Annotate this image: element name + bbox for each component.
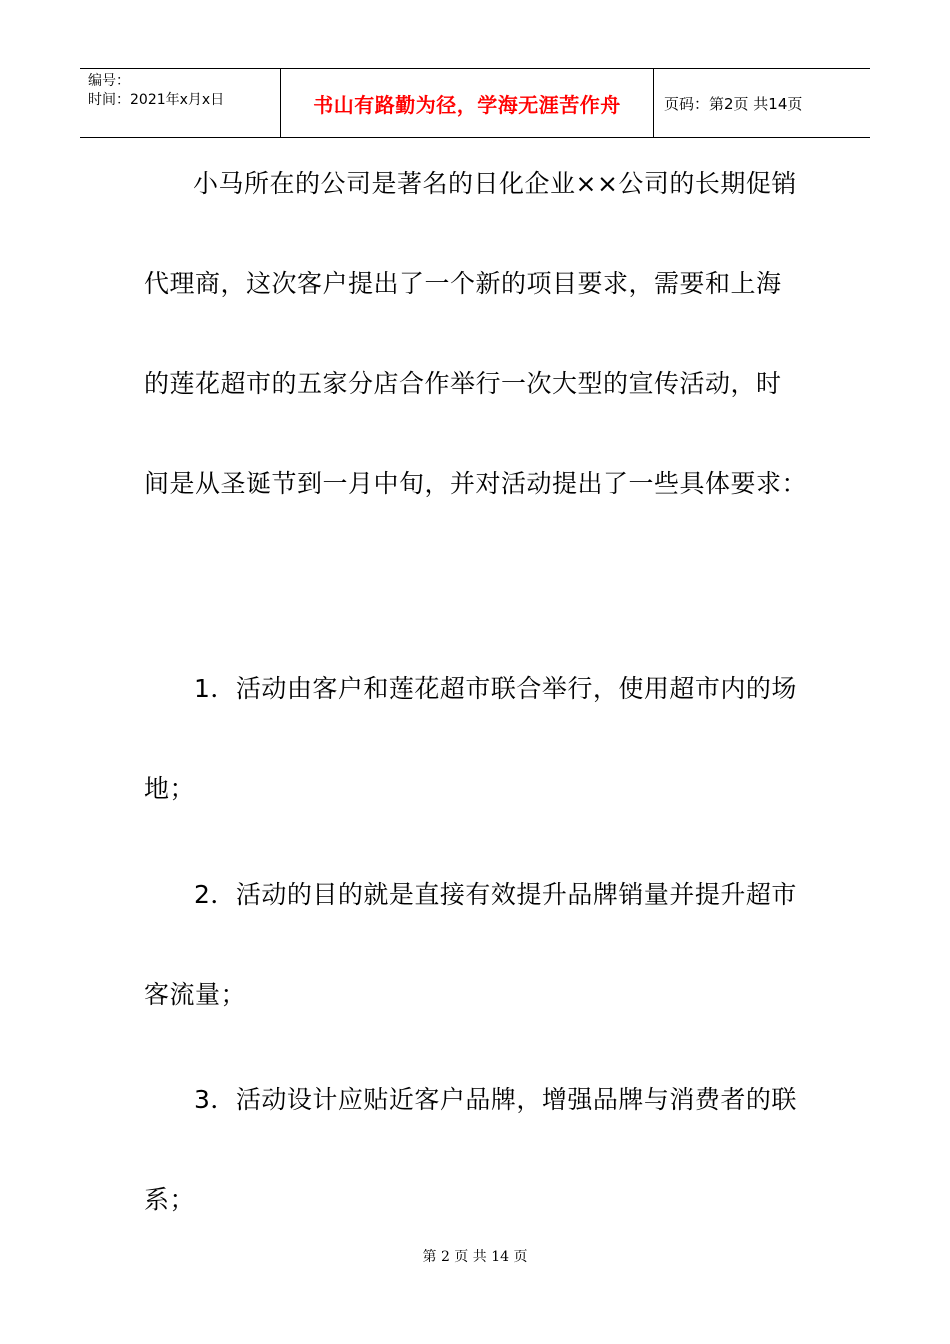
list-item-1: 1．活动由客户和莲花超市联合举行，使用超市内的场: [194, 674, 797, 703]
body-line-4: 间是从圣诞节到一月中旬，并对活动提出了一些具体要求：: [144, 469, 808, 498]
header-motto-cell: [281, 69, 654, 137]
document-header: [80, 68, 870, 138]
list-item-2-cont: 客流量；: [144, 980, 247, 1009]
header-meta: [80, 69, 281, 137]
list-item-3-cont: 系；: [144, 1185, 196, 1214]
body-line-1: 小马所在的公司是著名的日化企业××公司的长期促销: [193, 169, 797, 198]
body-line-3: 的莲花超市的五家分店合作举行一次大型的宣传活动，时: [144, 369, 782, 398]
header-page-info: 页码：第2页 共14页: [664, 94, 803, 113]
doc-date-label: 时间：2021年x月x日: [88, 92, 225, 108]
list-item-1-cont: 地；: [144, 774, 196, 803]
list-item-2: 2．活动的目的就是直接有效提升品牌销量并提升超市: [194, 880, 797, 909]
list-item-3: 3．活动设计应贴近客户品牌，增强品牌与消费者的联: [194, 1085, 797, 1114]
header-page-cell: [654, 69, 870, 137]
doc-number-label: 编号：: [88, 73, 130, 89]
header-motto: 书山有路勤为径，学海无涯苦作舟: [313, 92, 621, 117]
body-line-2: 代理商，这次客户提出了一个新的项目要求，需要和上海: [144, 269, 782, 298]
page-footer: 第 2 页 共 14 页: [422, 1249, 528, 1265]
